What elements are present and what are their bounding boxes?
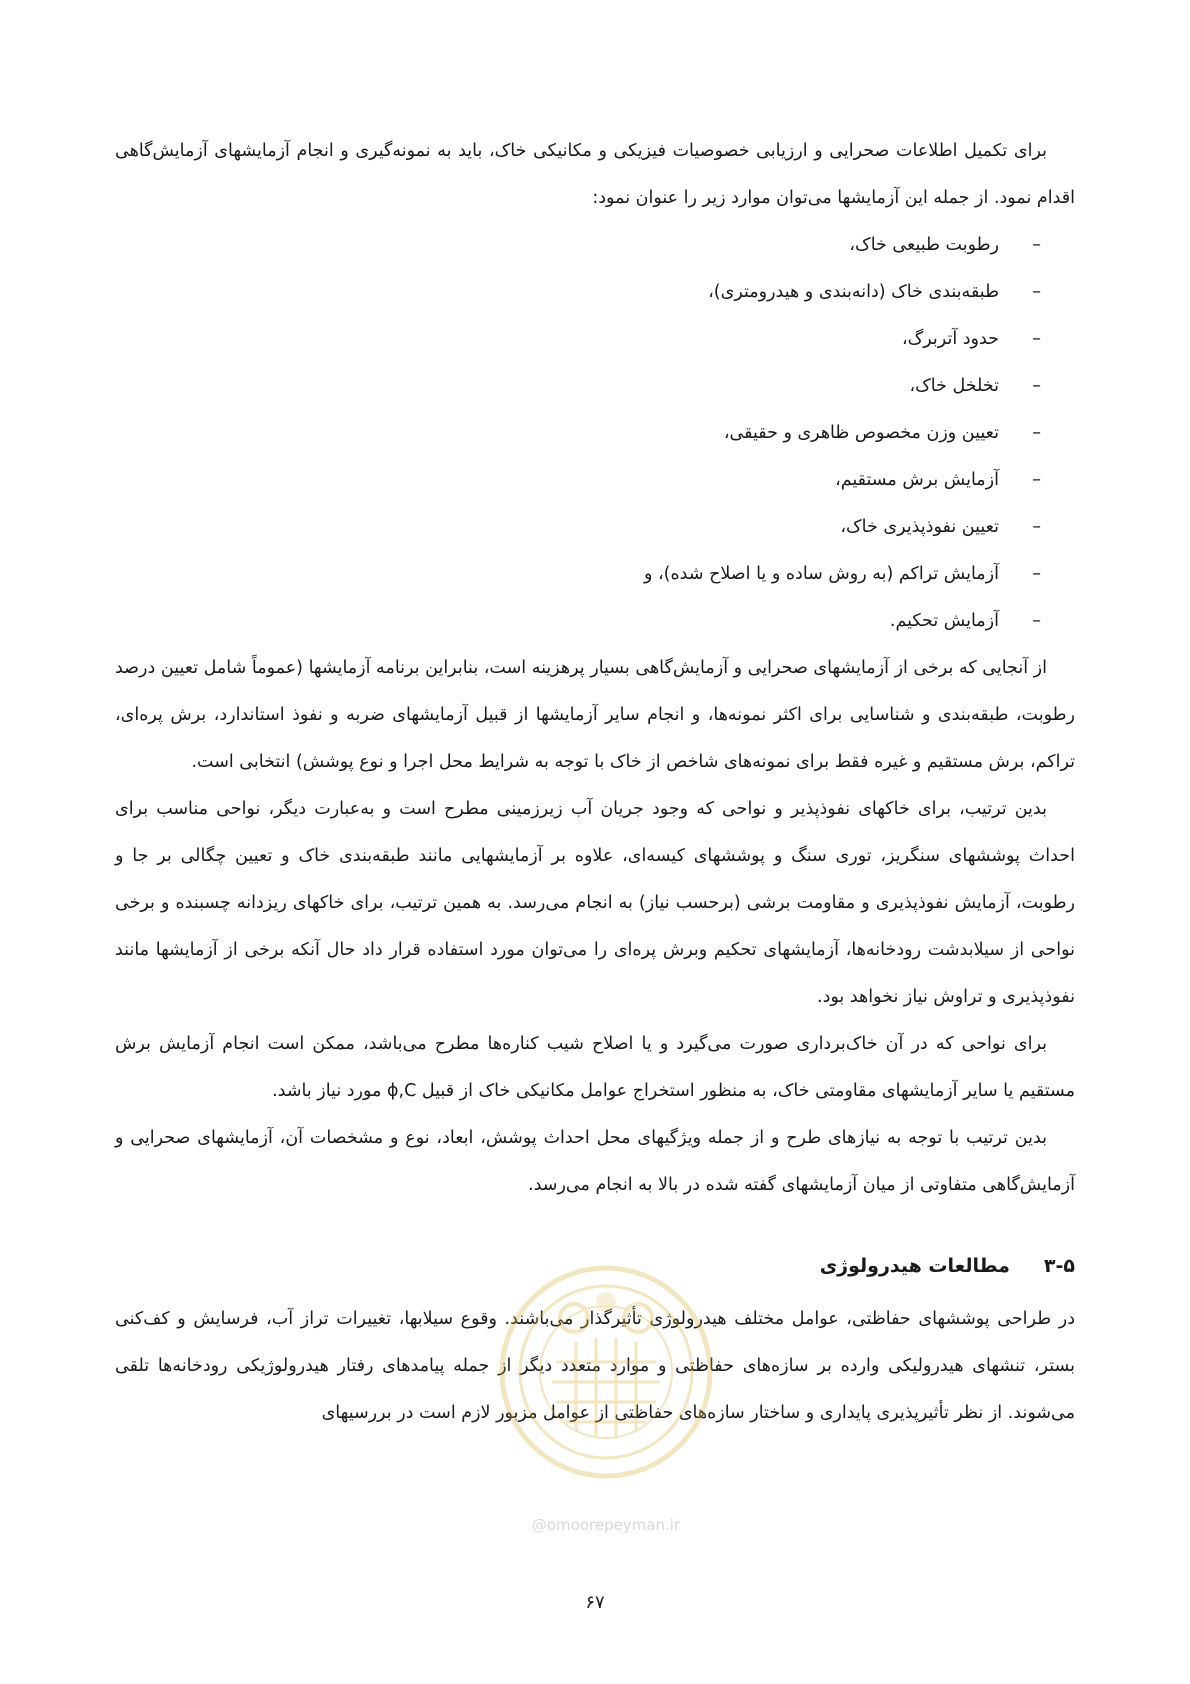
list-item-text: تخلخل خاک، (909, 376, 999, 396)
body-paragraph-cost: از آنجایی که برخی از آزمایشهای صحرایی و آزمایش‌گاهی بسیار پرهزینه است، بنابراین برنامه آزمایشها (عموماً شامل تعیین درصد رطوبت، طبقه‌بندی و شناسایی برای اکثر نمونه‌ها، و انجام سایر آزمایشها از قبیل آزمایشهای ضربه و نفوذ استاندارد، برش پره‌ای، تراکم، برش مستقیم و غیره فقط برای نمونه‌های شاخص از خاک با توجه به شرایط محل اجرا و نوع پوشش) انتخابی است. (115, 658, 1075, 772)
list-dash: – (1032, 517, 1041, 537)
list-dash: – (1032, 423, 1041, 443)
list-item (115, 222, 1075, 269)
list-item (115, 551, 1075, 598)
intro-paragraph: برای تکمیل اطلاعات صحرایی و ارزیابی خصوصیات فیزیکی و مکانیکی خاک، باید به نمونه‌گیری و انجام آزمایشهای آزمایش‌گاهی اقدام نمود. از جمله این آزمایشها می‌توان موارد زیر را عنوان نمود: (115, 141, 1075, 208)
body-paragraph-excavation: برای نواحی که در آن خاک‌برداری صورت می‌گیرد و یا اصلاح شیب کناره‌ها مطرح می‌باشد، ممکن است انجام آزمایش برش مستقیم یا سایر آزمایشهای مقاومتی خاک، به منظور استخراج عوامل مکانیکی خاک از قبیل ϕ,C مورد نیاز باشد. (115, 1034, 1075, 1101)
list-dash: – (1032, 235, 1041, 255)
list-item (115, 504, 1075, 551)
list-item-text: طبقه‌بندی خاک (دانه‌بندی و هیدرومتری)، (708, 282, 999, 302)
list-dash: – (1032, 611, 1041, 631)
list-dash: – (1032, 376, 1041, 396)
list-item-text: آزمایش تراکم (به روش ساده و یا اصلاح شده)، و (644, 564, 999, 584)
list-item-text: تعیین نفوذپذیری خاک، (840, 517, 999, 537)
test-list (115, 222, 1075, 645)
list-dash: – (1032, 470, 1041, 490)
list-item (115, 410, 1075, 457)
list-item (115, 363, 1075, 410)
list-item-text: تعیین وزن مخصوص ظاهری و حقیقی، (723, 423, 999, 443)
section-number: ۳-۵ (1043, 1255, 1075, 1277)
section-title: مطالعات هیدرولوژی (819, 1255, 1010, 1277)
list-item (115, 269, 1075, 316)
body-paragraph-conclusion: بدین ترتیب با توجه به نیازهای طرح و از جمله ویژگیهای محل احداث پوشش، ابعاد، نوع و مشخصات آن، آزمایشهای صحرایی و آزمایش‌گاهی متفاوتی از میان آزمایشهای گفته شده در بالا به انجام می‌رسد. (115, 1128, 1075, 1195)
list-item (115, 316, 1075, 363)
list-item-text: رطوبت طبیعی خاک، (849, 235, 999, 255)
page-number: ۶۷ (585, 1592, 605, 1613)
section-heading (115, 1243, 1075, 1290)
list-item (115, 457, 1075, 504)
list-item-text: حدود آتربرگ، (901, 329, 999, 349)
page-content (115, 128, 1075, 1437)
list-item-text: آزمایش تحکیم. (889, 611, 999, 631)
section-paragraph: در طراحی پوششهای حفاظتی، عوامل مختلف هیدرولوژی تأثیرگذار می‌باشند. وقوع سیلابها، تغییرات تراز آب، فرسایش و کف‌کنی بستر، تنشهای هیدرولیکی وارده بر سازه‌های حفاظتی و موارد متعدد دیگر از جمله پیامدهای رفتار هیدرولوژیکی رودخانه‌ها تلقی می‌شوند. از نظر تأثیرپذیری پایداری و ساختار سازه‌های حفاظتی از عوامل مزبور لازم است در بررسیهای (115, 1309, 1075, 1423)
list-item-text: آزمایش برش مستقیم، (835, 470, 999, 490)
list-item (115, 598, 1075, 645)
list-dash: – (1032, 564, 1041, 584)
list-dash: – (1032, 282, 1041, 302)
body-paragraph-permeable-soils: بدین ترتیب، برای خاکهای نفوذپذیر و نواحی که وجود جریان آب زیرزمینی مطرح است و به‌عبارت دیگر، نواحی مناسب برای احداث پوششهای سنگریز، توری سنگ و پوششهای کیسه‌ای، علاوه بر آزمایشهایی مانند طبقه‌بندی خاک و تعیین چگالی بر جا و رطوبت، آزمایش نفوذپذیری و مقاومت برشی (برحسب نیاز) به انجام می‌رسد. به همین ترتیب، برای خاکهای ریزدانه چسبنده و برخی نواحی از سیلابدشت رودخانه‌ها، آزمایشهای تحکیم وبرش پره‌ای را می‌توان مورد استفاده قرار داد حال آنکه برخی از آزمایشها مانند نفوذپذیری و تراوش نیاز نخواهد بود. (115, 799, 1075, 1007)
watermark-text: @omoorepeyman.ir (531, 1516, 681, 1534)
list-dash: – (1032, 329, 1041, 349)
